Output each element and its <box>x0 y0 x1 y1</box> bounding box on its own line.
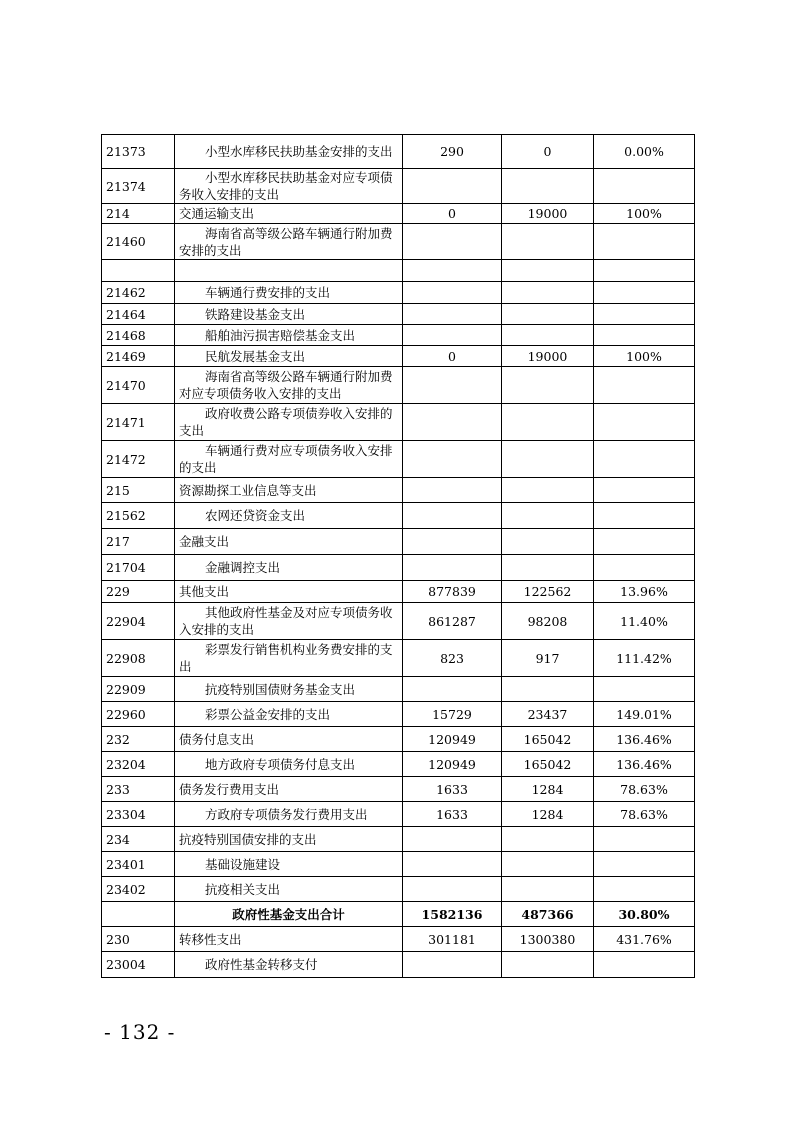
name-cell: 小型水库移民扶助基金安排的支出 <box>175 135 403 169</box>
code-cell: 21704 <box>102 555 175 581</box>
value-2022-cell <box>502 529 594 555</box>
name-cell: 海南省高等级公路车辆通行附加费对应专项债务收入安排的支出 <box>175 367 403 404</box>
table-row <box>102 727 695 752</box>
name-cell: 转移性支出 <box>175 927 403 952</box>
name-cell: 彩票发行销售机构业务费安排的支出 <box>175 640 403 677</box>
name-cell <box>175 260 403 282</box>
value-2021-cell: 823 <box>403 640 502 677</box>
value-2021-cell: 877839 <box>403 581 502 603</box>
table-row <box>102 677 695 702</box>
table-row <box>102 135 695 169</box>
value-2021-cell <box>403 304 502 325</box>
code-cell: 21470 <box>102 367 175 404</box>
code-cell <box>102 260 175 282</box>
value-2021-cell: 301181 <box>403 927 502 952</box>
table-row <box>102 802 695 827</box>
value-2021-cell: 1633 <box>403 802 502 827</box>
name-cell: 车辆通行费对应专项债务收入安排的支出 <box>175 441 403 478</box>
ratio-cell <box>594 224 695 260</box>
code-cell: 21374 <box>102 169 175 204</box>
name-cell: 地方政府专项债务付息支出 <box>175 752 403 777</box>
value-2021-cell <box>403 555 502 581</box>
value-2022-cell <box>502 169 594 204</box>
value-2021-cell <box>403 827 502 852</box>
table-row <box>102 204 695 224</box>
value-2022-cell <box>502 224 594 260</box>
code-cell: 22909 <box>102 677 175 702</box>
ratio-cell <box>594 529 695 555</box>
ratio-cell: 0.00% <box>594 135 695 169</box>
table-row <box>102 367 695 404</box>
name-cell: 其他支出 <box>175 581 403 603</box>
code-cell: 22908 <box>102 640 175 677</box>
code-cell: 21469 <box>102 346 175 367</box>
name-cell: 金融支出 <box>175 529 403 555</box>
value-2022-cell: 122562 <box>502 581 594 603</box>
ratio-cell <box>594 478 695 503</box>
ratio-cell: 13.96% <box>594 581 695 603</box>
code-cell: 233 <box>102 777 175 802</box>
value-2022-cell: 19000 <box>502 346 594 367</box>
value-2021-cell: 1633 <box>403 777 502 802</box>
ratio-cell: 78.63% <box>594 802 695 827</box>
value-2021-cell <box>403 877 502 902</box>
ratio-cell <box>594 282 695 304</box>
table-row <box>102 827 695 852</box>
code-cell: 21462 <box>102 282 175 304</box>
value-2022-cell <box>502 325 594 346</box>
name-cell: 抗疫特别国债财务基金支出 <box>175 677 403 702</box>
name-cell: 船舶油污损害赔偿基金支出 <box>175 325 403 346</box>
value-2022-cell: 98208 <box>502 603 594 640</box>
table-row <box>102 640 695 677</box>
name-cell: 债务付息支出 <box>175 727 403 752</box>
name-cell: 方政府专项债务发行费用支出 <box>175 802 403 827</box>
value-2022-cell <box>502 404 594 441</box>
code-cell: 21471 <box>102 404 175 441</box>
code-cell: 23304 <box>102 802 175 827</box>
code-cell: 21562 <box>102 503 175 529</box>
value-2022-cell <box>502 877 594 902</box>
value-2022-cell <box>502 478 594 503</box>
value-2021-cell <box>403 852 502 877</box>
value-2022-cell <box>502 260 594 282</box>
value-2022-cell <box>502 282 594 304</box>
table-row <box>102 555 695 581</box>
code-cell: 23401 <box>102 852 175 877</box>
value-2021-cell: 290 <box>403 135 502 169</box>
ratio-cell <box>594 827 695 852</box>
code-cell: 21464 <box>102 304 175 325</box>
name-cell: 小型水库移民扶助基金对应专项债务收入安排的支出 <box>175 169 403 204</box>
table-row <box>102 581 695 603</box>
name-cell: 债务发行费用支出 <box>175 777 403 802</box>
ratio-cell: 136.46% <box>594 752 695 777</box>
code-cell: 230 <box>102 927 175 952</box>
table-row <box>102 852 695 877</box>
value-2021-cell <box>403 404 502 441</box>
table-row <box>102 478 695 503</box>
ratio-cell <box>594 852 695 877</box>
value-2022-cell <box>502 503 594 529</box>
ratio-cell <box>594 404 695 441</box>
value-2022-cell: 1300380 <box>502 927 594 952</box>
ratio-cell: 111.42% <box>594 640 695 677</box>
value-2021-cell <box>403 224 502 260</box>
table-row <box>102 752 695 777</box>
fund-expenditure-table <box>101 134 695 978</box>
value-2022-cell: 165042 <box>502 727 594 752</box>
table-row <box>102 282 695 304</box>
ratio-cell: 11.40% <box>594 603 695 640</box>
table-row <box>102 927 695 952</box>
name-cell: 其他政府性基金及对应专项债务收入安排的支出 <box>175 603 403 640</box>
table-body <box>102 135 695 978</box>
name-cell: 金融调控支出 <box>175 555 403 581</box>
code-cell: 22960 <box>102 702 175 727</box>
name-cell: 政府性基金转移支付 <box>175 952 403 978</box>
code-cell: 214 <box>102 204 175 224</box>
value-2021-cell <box>403 325 502 346</box>
ratio-cell: 30.80% <box>594 902 695 927</box>
value-2021-cell: 120949 <box>403 752 502 777</box>
name-cell: 车辆通行费安排的支出 <box>175 282 403 304</box>
name-cell: 抗疫特别国债安排的支出 <box>175 827 403 852</box>
ratio-cell: 78.63% <box>594 777 695 802</box>
ratio-cell: 431.76% <box>594 927 695 952</box>
value-2021-cell <box>403 478 502 503</box>
name-cell: 资源勘探工业信息等支出 <box>175 478 403 503</box>
name-cell: 基础设施建设 <box>175 852 403 877</box>
value-2022-cell <box>502 952 594 978</box>
value-2021-cell <box>403 677 502 702</box>
value-2022-cell <box>502 555 594 581</box>
value-2022-cell <box>502 852 594 877</box>
value-2021-cell <box>403 441 502 478</box>
name-cell: 政府性基金支出合计 <box>175 902 403 927</box>
ratio-cell <box>594 304 695 325</box>
code-cell: 22904 <box>102 603 175 640</box>
table-row <box>102 304 695 325</box>
value-2022-cell <box>502 441 594 478</box>
value-2022-cell: 487366 <box>502 902 594 927</box>
code-cell: 215 <box>102 478 175 503</box>
ratio-cell: 100% <box>594 204 695 224</box>
table-row <box>102 169 695 204</box>
name-cell: 铁路建设基金支出 <box>175 304 403 325</box>
name-cell: 民航发展基金支出 <box>175 346 403 367</box>
value-2021-cell: 0 <box>403 346 502 367</box>
value-2021-cell: 861287 <box>403 603 502 640</box>
name-cell: 交通运输支出 <box>175 204 403 224</box>
table-row <box>102 224 695 260</box>
ratio-cell <box>594 441 695 478</box>
table-row <box>102 952 695 978</box>
value-2021-cell <box>403 282 502 304</box>
name-cell: 农网还贷资金支出 <box>175 503 403 529</box>
value-2021-cell <box>403 260 502 282</box>
value-2022-cell: 917 <box>502 640 594 677</box>
value-2022-cell: 1284 <box>502 777 594 802</box>
table-row <box>102 325 695 346</box>
ratio-cell <box>594 555 695 581</box>
ratio-cell <box>594 367 695 404</box>
ratio-cell: 136.46% <box>594 727 695 752</box>
value-2022-cell: 1284 <box>502 802 594 827</box>
table-row <box>102 260 695 282</box>
value-2021-cell <box>403 952 502 978</box>
value-2022-cell: 19000 <box>502 204 594 224</box>
ratio-cell <box>594 169 695 204</box>
code-cell: 23402 <box>102 877 175 902</box>
table-row <box>102 503 695 529</box>
value-2022-cell: 165042 <box>502 752 594 777</box>
value-2022-cell <box>502 677 594 702</box>
code-cell <box>102 902 175 927</box>
value-2021-cell <box>403 529 502 555</box>
value-2022-cell: 0 <box>502 135 594 169</box>
code-cell: 21472 <box>102 441 175 478</box>
ratio-cell <box>594 260 695 282</box>
value-2021-cell: 120949 <box>403 727 502 752</box>
ratio-cell: 100% <box>594 346 695 367</box>
total-row <box>102 902 695 927</box>
ratio-cell <box>594 325 695 346</box>
table-row <box>102 777 695 802</box>
value-2022-cell <box>502 304 594 325</box>
value-2021-cell: 15729 <box>403 702 502 727</box>
code-cell: 232 <box>102 727 175 752</box>
table-row <box>102 603 695 640</box>
ratio-cell <box>594 677 695 702</box>
ratio-cell <box>594 952 695 978</box>
name-cell: 海南省高等级公路车辆通行附加费安排的支出 <box>175 224 403 260</box>
code-cell: 217 <box>102 529 175 555</box>
ratio-cell <box>594 503 695 529</box>
code-cell: 21460 <box>102 224 175 260</box>
table-row <box>102 346 695 367</box>
table-row <box>102 404 695 441</box>
ratio-cell <box>594 877 695 902</box>
ratio-cell: 149.01% <box>594 702 695 727</box>
value-2021-cell <box>403 169 502 204</box>
value-2022-cell <box>502 367 594 404</box>
code-cell: 23004 <box>102 952 175 978</box>
code-cell: 21468 <box>102 325 175 346</box>
name-cell: 彩票公益金安排的支出 <box>175 702 403 727</box>
page-number: - 132 - <box>104 1020 176 1044</box>
name-cell: 抗疫相关支出 <box>175 877 403 902</box>
code-cell: 229 <box>102 581 175 603</box>
value-2021-cell <box>403 367 502 404</box>
code-cell: 234 <box>102 827 175 852</box>
table-row <box>102 702 695 727</box>
code-cell: 23204 <box>102 752 175 777</box>
value-2021-cell: 1582136 <box>403 902 502 927</box>
table-row <box>102 529 695 555</box>
table-row <box>102 877 695 902</box>
code-cell: 21373 <box>102 135 175 169</box>
value-2022-cell: 23437 <box>502 702 594 727</box>
value-2022-cell <box>502 827 594 852</box>
table-row <box>102 441 695 478</box>
value-2021-cell: 0 <box>403 204 502 224</box>
value-2021-cell <box>403 503 502 529</box>
name-cell: 政府收费公路专项债券收入安排的支出 <box>175 404 403 441</box>
